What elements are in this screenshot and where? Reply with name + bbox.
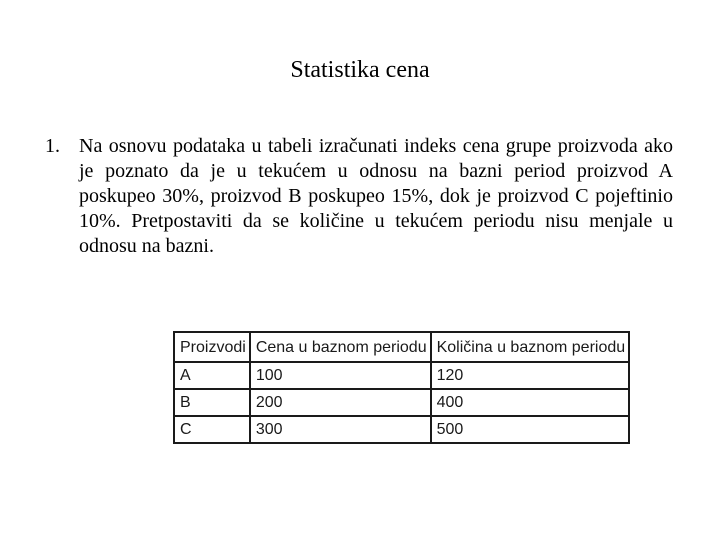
cell-price: 300	[250, 416, 431, 443]
cell-product: C	[174, 416, 250, 443]
cell-product: A	[174, 362, 250, 389]
header-products: Proizvodi	[174, 332, 250, 362]
table-row	[174, 362, 629, 389]
page-title: Statistika cena	[290, 57, 430, 83]
table-row	[174, 389, 629, 416]
cell-price: 200	[250, 389, 431, 416]
cell-quantity: 400	[431, 389, 630, 416]
task-number: 1.	[45, 135, 60, 157]
header-base-quantity: Količina u baznom periodu	[431, 332, 630, 362]
task-text: Na osnovu podataka u tabeli izračunati indeks cena grupe proizvoda ako je poznato da je u tekućem u odnosu na bazni period proizvod A poskupeo 30%, proizvod B poskupeo 15%, dok je proizvod C pojeftinio 10%. Pretpostaviti da se količine u tekućem periodu nisu menjale u odnosu na bazni.	[79, 135, 673, 257]
data-table	[173, 331, 630, 444]
task-paragraph	[45, 134, 673, 259]
cell-product: B	[174, 389, 250, 416]
cell-quantity: 500	[431, 416, 630, 443]
table-row	[174, 416, 629, 443]
cell-price: 100	[250, 362, 431, 389]
cell-quantity: 120	[431, 362, 630, 389]
header-base-price: Cena u baznom periodu	[250, 332, 431, 362]
table-header-row	[174, 332, 629, 362]
